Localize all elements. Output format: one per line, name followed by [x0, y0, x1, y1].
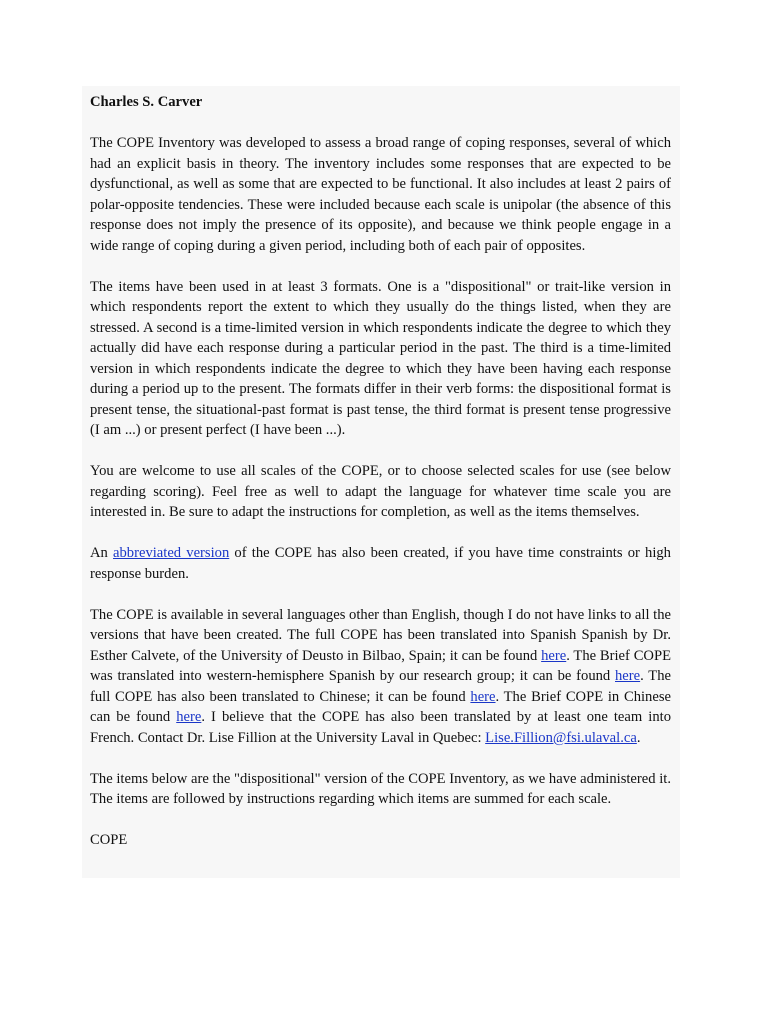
text-segment: . The Brief COPE in Chinese can be found — [90, 688, 671, 725]
paragraph-items-note: The items below are the "dispositional" version of the COPE Inventory, as we have administered it. The items are followed by instructions regarding which items are summed for each scale. — [90, 770, 671, 807]
text-segment: of the COPE has also been created, if you have time constraints or high response burden. — [90, 545, 671, 582]
spanish-brief-cope-link[interactable]: here — [615, 668, 641, 684]
spanish-full-cope-link[interactable]: here — [541, 647, 567, 664]
paragraph-translations — [90, 605, 671, 749]
paragraph-usage: You are welcome to use all scales of the COPE, or to choose selected scales for use (see below regarding scoring). Feel free as well to adapt the language for whatever time scale you are interested in. Be sure to adapt the instructions for completion, as well as the items themselves. — [90, 463, 671, 520]
text-segment: . I believe that the COPE has also been translated by at least one team into French. Contact Dr. Lise Fillion at the University Laval in Quebec: — [90, 709, 671, 746]
text-segment: . The Brief COPE was translated into western-hemisphere Spanish by our research group; it can be found — [90, 647, 671, 684]
document-content — [90, 92, 671, 851]
paragraph-intro: The COPE Inventory was developed to assess a broad range of coping responses, several of which had an explicit basis in theory. The inventory includes some responses that are expected to be dysfunctional, as well as some that are expected to be functional. It also includes at least 2 pairs of polar-opposite tendencies. These were included because each scale is unipolar (the absence of this response does not imply the presence of its opposite), and because we think people engage in a wide range of coping during a given period, including both of each pair of opposites. — [90, 135, 671, 254]
paragraph-abbreviated — [90, 543, 671, 584]
text-segment: . — [636, 729, 641, 746]
author-name: Charles S. Carver — [90, 94, 203, 110]
section-heading: COPE — [90, 832, 128, 848]
text-block — [82, 86, 680, 878]
text-segment: The COPE is available in several languages other than English, though I do not have links to all the versions that have been created. The full COPE has been translated into Spanish Spanish by Dr. Esther Calvete, of the University of Deusto in Bilbao, Spain; it can be found — [90, 606, 671, 664]
text-segment: . The full COPE has also been translated to Chinese; it can be found — [90, 668, 671, 705]
paragraph-formats: The items have been used in at least 3 formats. One is a "dispositional" or trait-like version in which respondents report the extent to which they usually do the things listed, when they are stressed. A second is a time-limited version in which respondents indicate the degree to which they actually did have each response during a particular period in the past. The third is a time-limited version in which respondents indicate the degree to which they have been having each response during a period up to the present. The formats differ in their verb forms: the dispositional format is present tense, the situational-past format is past tense, the third format is present tense progressive (I am ...) or present perfect (I have been ...). — [90, 278, 671, 438]
chinese-full-cope-link[interactable]: here — [470, 688, 496, 705]
email-link[interactable]: Lise.Fillion@fsi.ulaval.ca — [485, 729, 637, 746]
chinese-brief-cope-link[interactable]: here — [176, 709, 202, 725]
abbreviated-version-link[interactable]: abbreviated version — [113, 545, 230, 561]
text-segment: An — [90, 545, 114, 561]
